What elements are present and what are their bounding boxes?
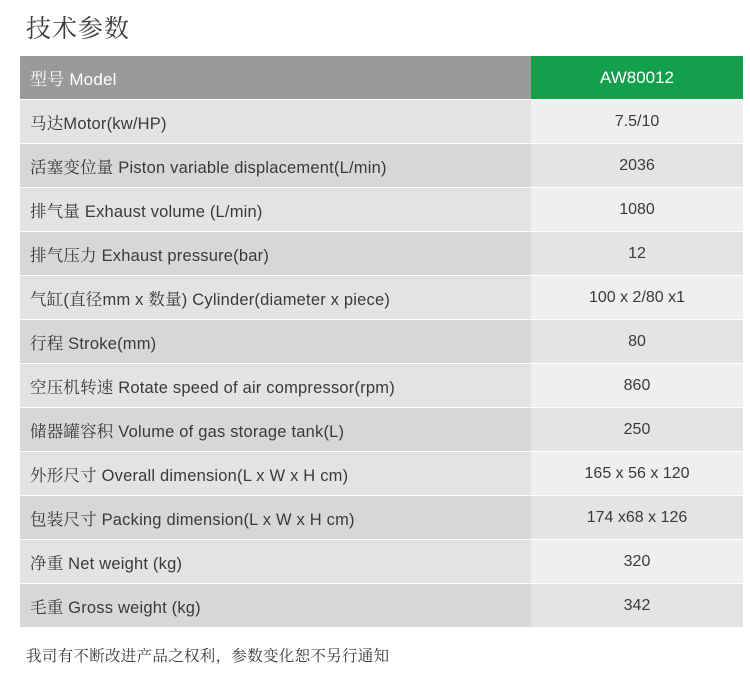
row-label: 净重 Net weight (kg)	[20, 540, 531, 584]
row-label: 储器罐容积 Volume of gas storage tank(L)	[20, 408, 531, 452]
row-label: 马达Motor(kw/HP)	[20, 100, 531, 144]
page-title: 技术参数	[26, 15, 131, 43]
row-label: 包装尺寸 Packing dimension(L x W x H cm)	[20, 496, 531, 540]
table-row	[20, 496, 743, 540]
row-label: 排气量 Exhaust volume (L/min)	[20, 188, 531, 232]
table-row	[20, 144, 743, 188]
row-label: 行程 Stroke(mm)	[20, 320, 531, 364]
table-row	[20, 584, 743, 628]
row-label: 活塞变位量 Piston variable displacement(L/min)	[20, 144, 531, 188]
table-row	[20, 320, 743, 364]
table-row	[20, 408, 743, 452]
table-row	[20, 232, 743, 276]
table-header-row	[20, 56, 743, 100]
table-row	[20, 540, 743, 584]
footnote-text: 我司有不断改进产品之权利，参数变化恕不另行通知	[26, 648, 390, 665]
table-row	[20, 276, 743, 320]
table-row	[20, 452, 743, 496]
row-value: 80	[531, 320, 743, 364]
header-value-cell: AW80012	[531, 56, 743, 100]
row-value: 342	[531, 584, 743, 628]
row-label: 气缸(直径mm x 数量) Cylinder(diameter x piece)	[20, 276, 531, 320]
table-row	[20, 188, 743, 232]
row-value: 12	[531, 232, 743, 276]
row-value: 1080	[531, 188, 743, 232]
table-row	[20, 100, 743, 144]
row-label: 排气压力 Exhaust pressure(bar)	[20, 232, 531, 276]
row-label: 空压机转速 Rotate speed of air compressor(rpm)	[20, 364, 531, 408]
header-label-cell: 型号 Model	[20, 56, 531, 100]
row-label: 毛重 Gross weight (kg)	[20, 584, 531, 628]
table-row	[20, 364, 743, 408]
row-value: 165 x 56 x 120	[531, 452, 743, 496]
row-label: 外形尺寸 Overall dimension(L x W x H cm)	[20, 452, 531, 496]
row-value: 174 x68 x 126	[531, 496, 743, 540]
row-value: 320	[531, 540, 743, 584]
row-value: 860	[531, 364, 743, 408]
row-value: 100 x 2/80 x1	[531, 276, 743, 320]
row-value: 7.5/10	[531, 100, 743, 144]
specifications-table	[20, 56, 743, 628]
row-value: 250	[531, 408, 743, 452]
row-value: 2036	[531, 144, 743, 188]
table-body	[20, 56, 743, 628]
